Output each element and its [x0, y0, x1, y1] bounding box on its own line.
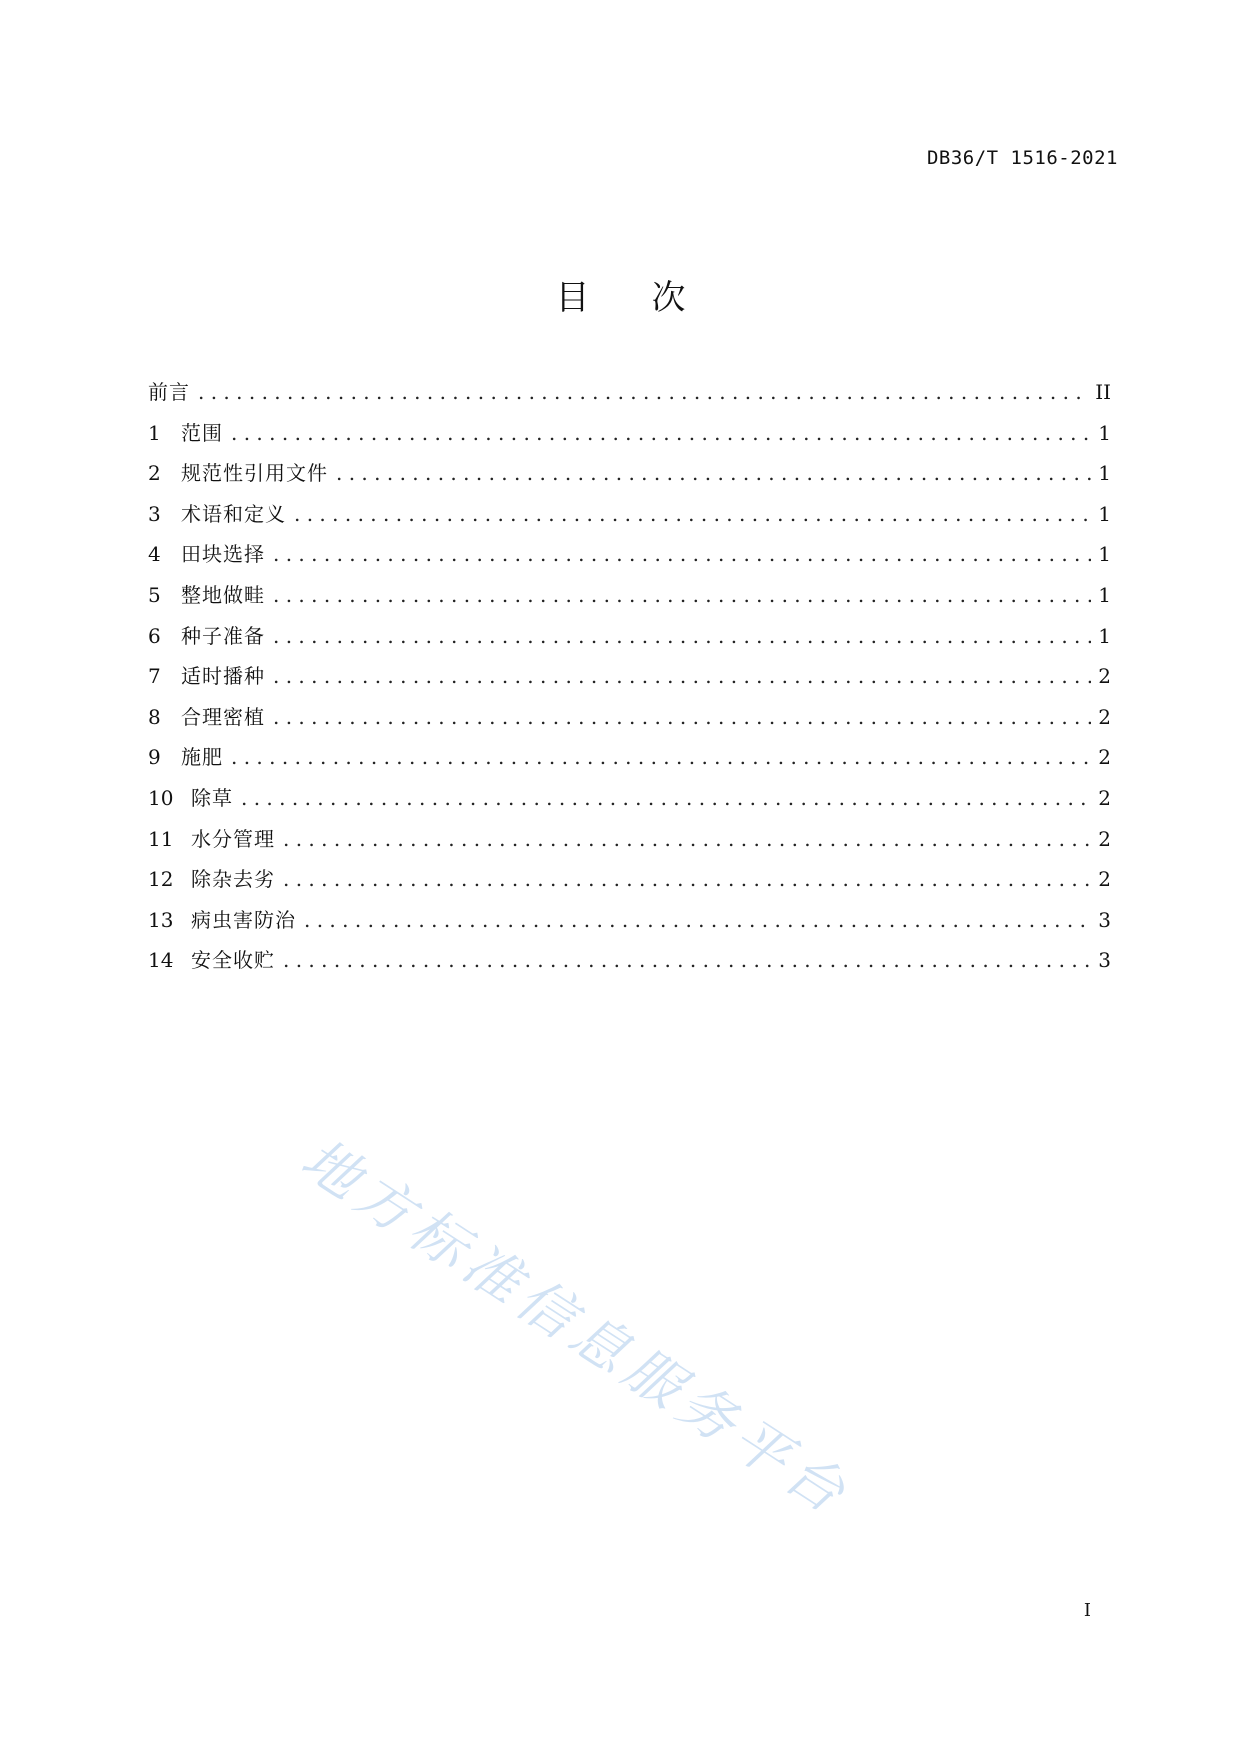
toc-leader-dots [273, 616, 1091, 657]
toc-leader-dots [283, 859, 1091, 900]
toc-leader-dots [283, 940, 1091, 981]
toc-entry-page: 2 [1098, 826, 1111, 851]
toc-entry-page: 1 [1098, 420, 1111, 445]
toc-entry-number: 8 [148, 704, 161, 729]
toc-entry-page: 2 [1098, 704, 1111, 729]
toc-entry-text: 病虫害防治 [191, 907, 296, 932]
toc-leader-dots [231, 413, 1091, 454]
toc-leader-dots [336, 453, 1091, 494]
toc-leader-dots [304, 900, 1091, 941]
toc-entry-text: 安全收贮 [191, 948, 275, 973]
toc-entry-number: 5 [148, 582, 161, 607]
toc-entry-number: 2 [148, 461, 161, 486]
toc-entry-text: 规范性引用文件 [181, 461, 328, 486]
watermark: 地方标准信息服务平台 [289, 1126, 862, 1530]
toc-list [148, 372, 1111, 981]
toc-entry-number: 14 [148, 948, 174, 973]
toc-entry-text: 整地做畦 [181, 582, 265, 607]
toc-entry-number: 11 [148, 826, 174, 851]
toc-entry-page: 2 [1098, 867, 1111, 892]
toc-entry-2[interactable] [148, 453, 1111, 494]
toc-leader-dots [273, 697, 1091, 738]
toc-entry-12[interactable] [148, 859, 1111, 900]
toc-entry-9[interactable] [148, 737, 1111, 778]
document-code: DB36/T 1516-2021 [926, 147, 1118, 169]
toc-entry-page: 1 [1098, 623, 1111, 648]
toc-entry-text: 水分管理 [191, 826, 275, 851]
toc-entry-text: 范围 [181, 420, 223, 445]
toc-entry-number: 1 [148, 420, 161, 445]
toc-leader-dots [198, 372, 1089, 413]
toc-entry-text: 种子准备 [181, 623, 265, 648]
toc-entry-text: 适时播种 [181, 664, 265, 689]
toc-entry-3[interactable] [148, 494, 1111, 535]
toc-entry-text: 除草 [191, 785, 233, 810]
toc-entry-number: 12 [148, 867, 174, 892]
toc-entry-number: 4 [148, 542, 161, 567]
toc-entry-10[interactable] [148, 778, 1111, 819]
toc-entry-page: 1 [1098, 582, 1111, 607]
toc-leader-dots [273, 656, 1091, 697]
toc-entry-page: 1 [1098, 501, 1111, 526]
toc-leader-dots [283, 819, 1091, 860]
toc-entry-5[interactable] [148, 575, 1111, 616]
toc-entry-number: 3 [148, 501, 161, 526]
toc-leader-dots [241, 778, 1091, 819]
toc-entry-text: 合理密植 [181, 704, 265, 729]
toc-leader-dots [231, 737, 1091, 778]
toc-entry-1[interactable] [148, 413, 1111, 454]
toc-title-right: 次 [651, 278, 686, 318]
toc-entry-foreword[interactable] [148, 372, 1111, 413]
toc-entry-number: 9 [148, 745, 161, 770]
toc-entry-page: 2 [1098, 745, 1111, 770]
toc-entry-number: 7 [148, 664, 161, 689]
toc-entry-text: 术语和定义 [181, 501, 286, 526]
toc-entry-number: 10 [148, 785, 174, 810]
toc-entry-6[interactable] [148, 616, 1111, 657]
toc-leader-dots [294, 494, 1091, 535]
toc-entry-14[interactable] [148, 940, 1111, 981]
toc-entry-page: 2 [1098, 664, 1111, 689]
toc-entry-11[interactable] [148, 819, 1111, 860]
toc-entry-8[interactable] [148, 697, 1111, 738]
toc-entry-text: 田块选择 [181, 542, 265, 567]
toc-title-left: 目 [555, 278, 590, 318]
toc-entry-number: 6 [148, 623, 161, 648]
toc-entry-page: 1 [1098, 461, 1111, 486]
toc-entry-page: 1 [1098, 542, 1111, 567]
toc-entry-page: II [1095, 380, 1111, 404]
toc-entry-4[interactable] [148, 534, 1111, 575]
page-number: I [1083, 1600, 1091, 1621]
toc-entry-number: 13 [148, 907, 174, 932]
toc-leader-dots [273, 575, 1091, 616]
toc-entry-page: 3 [1098, 948, 1111, 973]
toc-entry-text: 除杂去劣 [191, 867, 275, 892]
toc-title [0, 270, 1241, 319]
toc-entry-text: 施肥 [181, 745, 223, 770]
toc-leader-dots [273, 534, 1091, 575]
toc-entry-text: 前言 [148, 380, 190, 404]
toc-entry-page: 2 [1098, 785, 1111, 810]
toc-entry-page: 3 [1098, 907, 1111, 932]
toc-entry-7[interactable] [148, 656, 1111, 697]
toc-entry-13[interactable] [148, 900, 1111, 941]
